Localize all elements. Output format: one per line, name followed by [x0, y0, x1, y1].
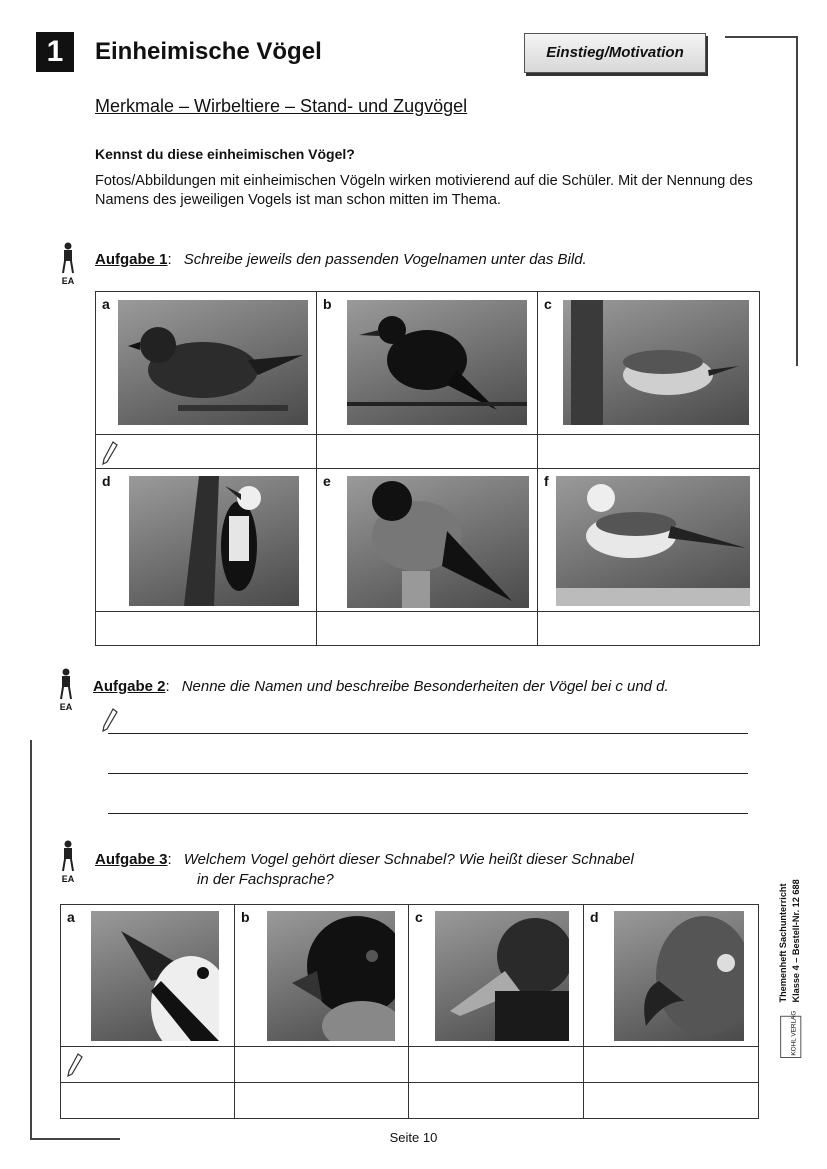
task3-answer-cell[interactable]: [61, 1047, 235, 1083]
frame-line-right-vertical: [796, 36, 798, 366]
task2-heading: Aufgabe 2: Nenne die Namen und beschreibe Besonderheiten der Vögel bei c und d.: [93, 678, 669, 695]
cell-letter: a: [67, 909, 75, 925]
bird-photo-b: [347, 300, 527, 425]
task1-cell-a: [96, 292, 317, 435]
task1-answer-cell[interactable]: [538, 435, 760, 469]
cell-letter: b: [323, 296, 332, 312]
task2-write-line[interactable]: [108, 773, 748, 774]
student-figure-icon: [61, 242, 75, 274]
task3-text-line1: Welchem Vogel gehört dieser Schnabel? Wie heißt dieser Schnabel: [183, 851, 634, 868]
task3-text-line2: in der Fachsprache?: [197, 871, 334, 888]
bird-photo-c: [563, 300, 749, 425]
task2-text: Nenne die Namen und beschreibe Besonderheiten der Vögel bei c und d.: [181, 678, 669, 695]
cell-letter: d: [102, 473, 111, 489]
task3-answer-cell[interactable]: [235, 1083, 409, 1119]
cell-letter: e: [323, 473, 331, 489]
task1-answer-cell[interactable]: [96, 435, 317, 469]
task3-answer-cell[interactable]: [409, 1083, 584, 1119]
task3-cell-d: [584, 905, 759, 1047]
task3-grid: [60, 904, 759, 1119]
task3-answer-cell[interactable]: [61, 1083, 235, 1119]
ea-marker-task2: [55, 668, 77, 712]
page-title: Einheimische Vögel: [95, 38, 322, 65]
task2-label: Aufgabe 2: [93, 678, 166, 695]
student-figure-icon: [61, 840, 75, 872]
beak-photo-a: [91, 911, 219, 1041]
task3-cell-b: [235, 905, 409, 1047]
cell-letter: a: [102, 296, 110, 312]
task1-grid: [95, 291, 760, 646]
page-number: Seite 10: [389, 1130, 438, 1145]
task3-answer-cell[interactable]: [235, 1047, 409, 1083]
task1-answer-cell[interactable]: [317, 612, 538, 646]
bird-photo-e: [347, 476, 529, 608]
task3-heading: Aufgabe 3: Welchem Vogel gehört dieser Schnabel? Wie heißt dieser Schnabel in der Fachsprache?: [95, 851, 634, 888]
task1-cell-f: [538, 469, 760, 612]
side-line2: Klasse 4 – Bestell-Nr. 12 688: [791, 879, 801, 1003]
task1-cell-d: [96, 469, 317, 612]
student-figure-icon: [59, 668, 73, 700]
intro-text: Fotos/Abbildungen mit einheimischen Vögeln wirken motivierend auf die Schüler. Mit der Nennung des Namens des jeweiligen Vogels ist man schon mitten im Thema.: [95, 173, 753, 208]
pencil-icon: [102, 708, 118, 732]
bird-photo-f: [556, 476, 750, 606]
chapter-number: 1: [36, 32, 74, 72]
cell-letter: b: [241, 909, 250, 925]
intro-question: Kennst du diese einheimischen Vögel?: [95, 146, 355, 162]
task1-label: Aufgabe 1: [95, 251, 168, 268]
ea-marker-task1: [57, 242, 79, 286]
frame-line-left-vertical: [30, 740, 32, 1140]
task1-answer-cell[interactable]: [317, 435, 538, 469]
beak-photo-b: [267, 911, 395, 1041]
task1-cell-c: [538, 292, 760, 435]
ea-label: EA: [59, 702, 73, 712]
ea-label: EA: [61, 276, 75, 286]
task1-answer-cell[interactable]: [538, 612, 760, 646]
task3-answer-cell[interactable]: [584, 1047, 759, 1083]
ea-label: EA: [61, 874, 75, 884]
bird-photo-a: [118, 300, 308, 425]
pencil-icon: [102, 441, 118, 465]
category-badge: Einstieg/Motivation: [524, 33, 706, 73]
task3-label: Aufgabe 3: [95, 851, 168, 868]
cell-letter: c: [415, 909, 423, 925]
beak-photo-d: [614, 911, 744, 1041]
task1-cell-b: [317, 292, 538, 435]
task3-answer-cell[interactable]: [409, 1047, 584, 1083]
cell-letter: d: [590, 909, 599, 925]
bird-photo-d: [129, 476, 299, 606]
task1-answer-cell[interactable]: [96, 612, 317, 646]
cell-letter: c: [544, 296, 552, 312]
frame-line-top-right: [725, 36, 797, 38]
task1-heading: Aufgabe 1: Schreibe jeweils den passenden Vogelnamen unter das Bild.: [95, 251, 587, 268]
pencil-icon: [67, 1053, 83, 1077]
task3-cell-a: [61, 905, 235, 1047]
cell-letter: f: [544, 473, 549, 489]
page-subtitle: Merkmale – Wirbeltiere – Stand- und Zugvögel: [95, 96, 468, 116]
side-publisher-info: [766, 855, 821, 1095]
task1-cell-e: [317, 469, 538, 612]
beak-photo-c: [435, 911, 569, 1041]
side-line1: Themenheft Sachunterricht: [778, 883, 789, 1003]
task3-answer-cell[interactable]: [584, 1083, 759, 1119]
task2-write-line[interactable]: [108, 733, 748, 734]
task3-cell-c: [409, 905, 584, 1047]
task2-write-line[interactable]: [108, 813, 748, 814]
ea-marker-task3: [57, 840, 79, 884]
task1-text: Schreibe jeweils den passenden Vogelnamen unter das Bild.: [183, 251, 587, 268]
side-publisher: KOHL VERLAG: [790, 1010, 798, 1056]
